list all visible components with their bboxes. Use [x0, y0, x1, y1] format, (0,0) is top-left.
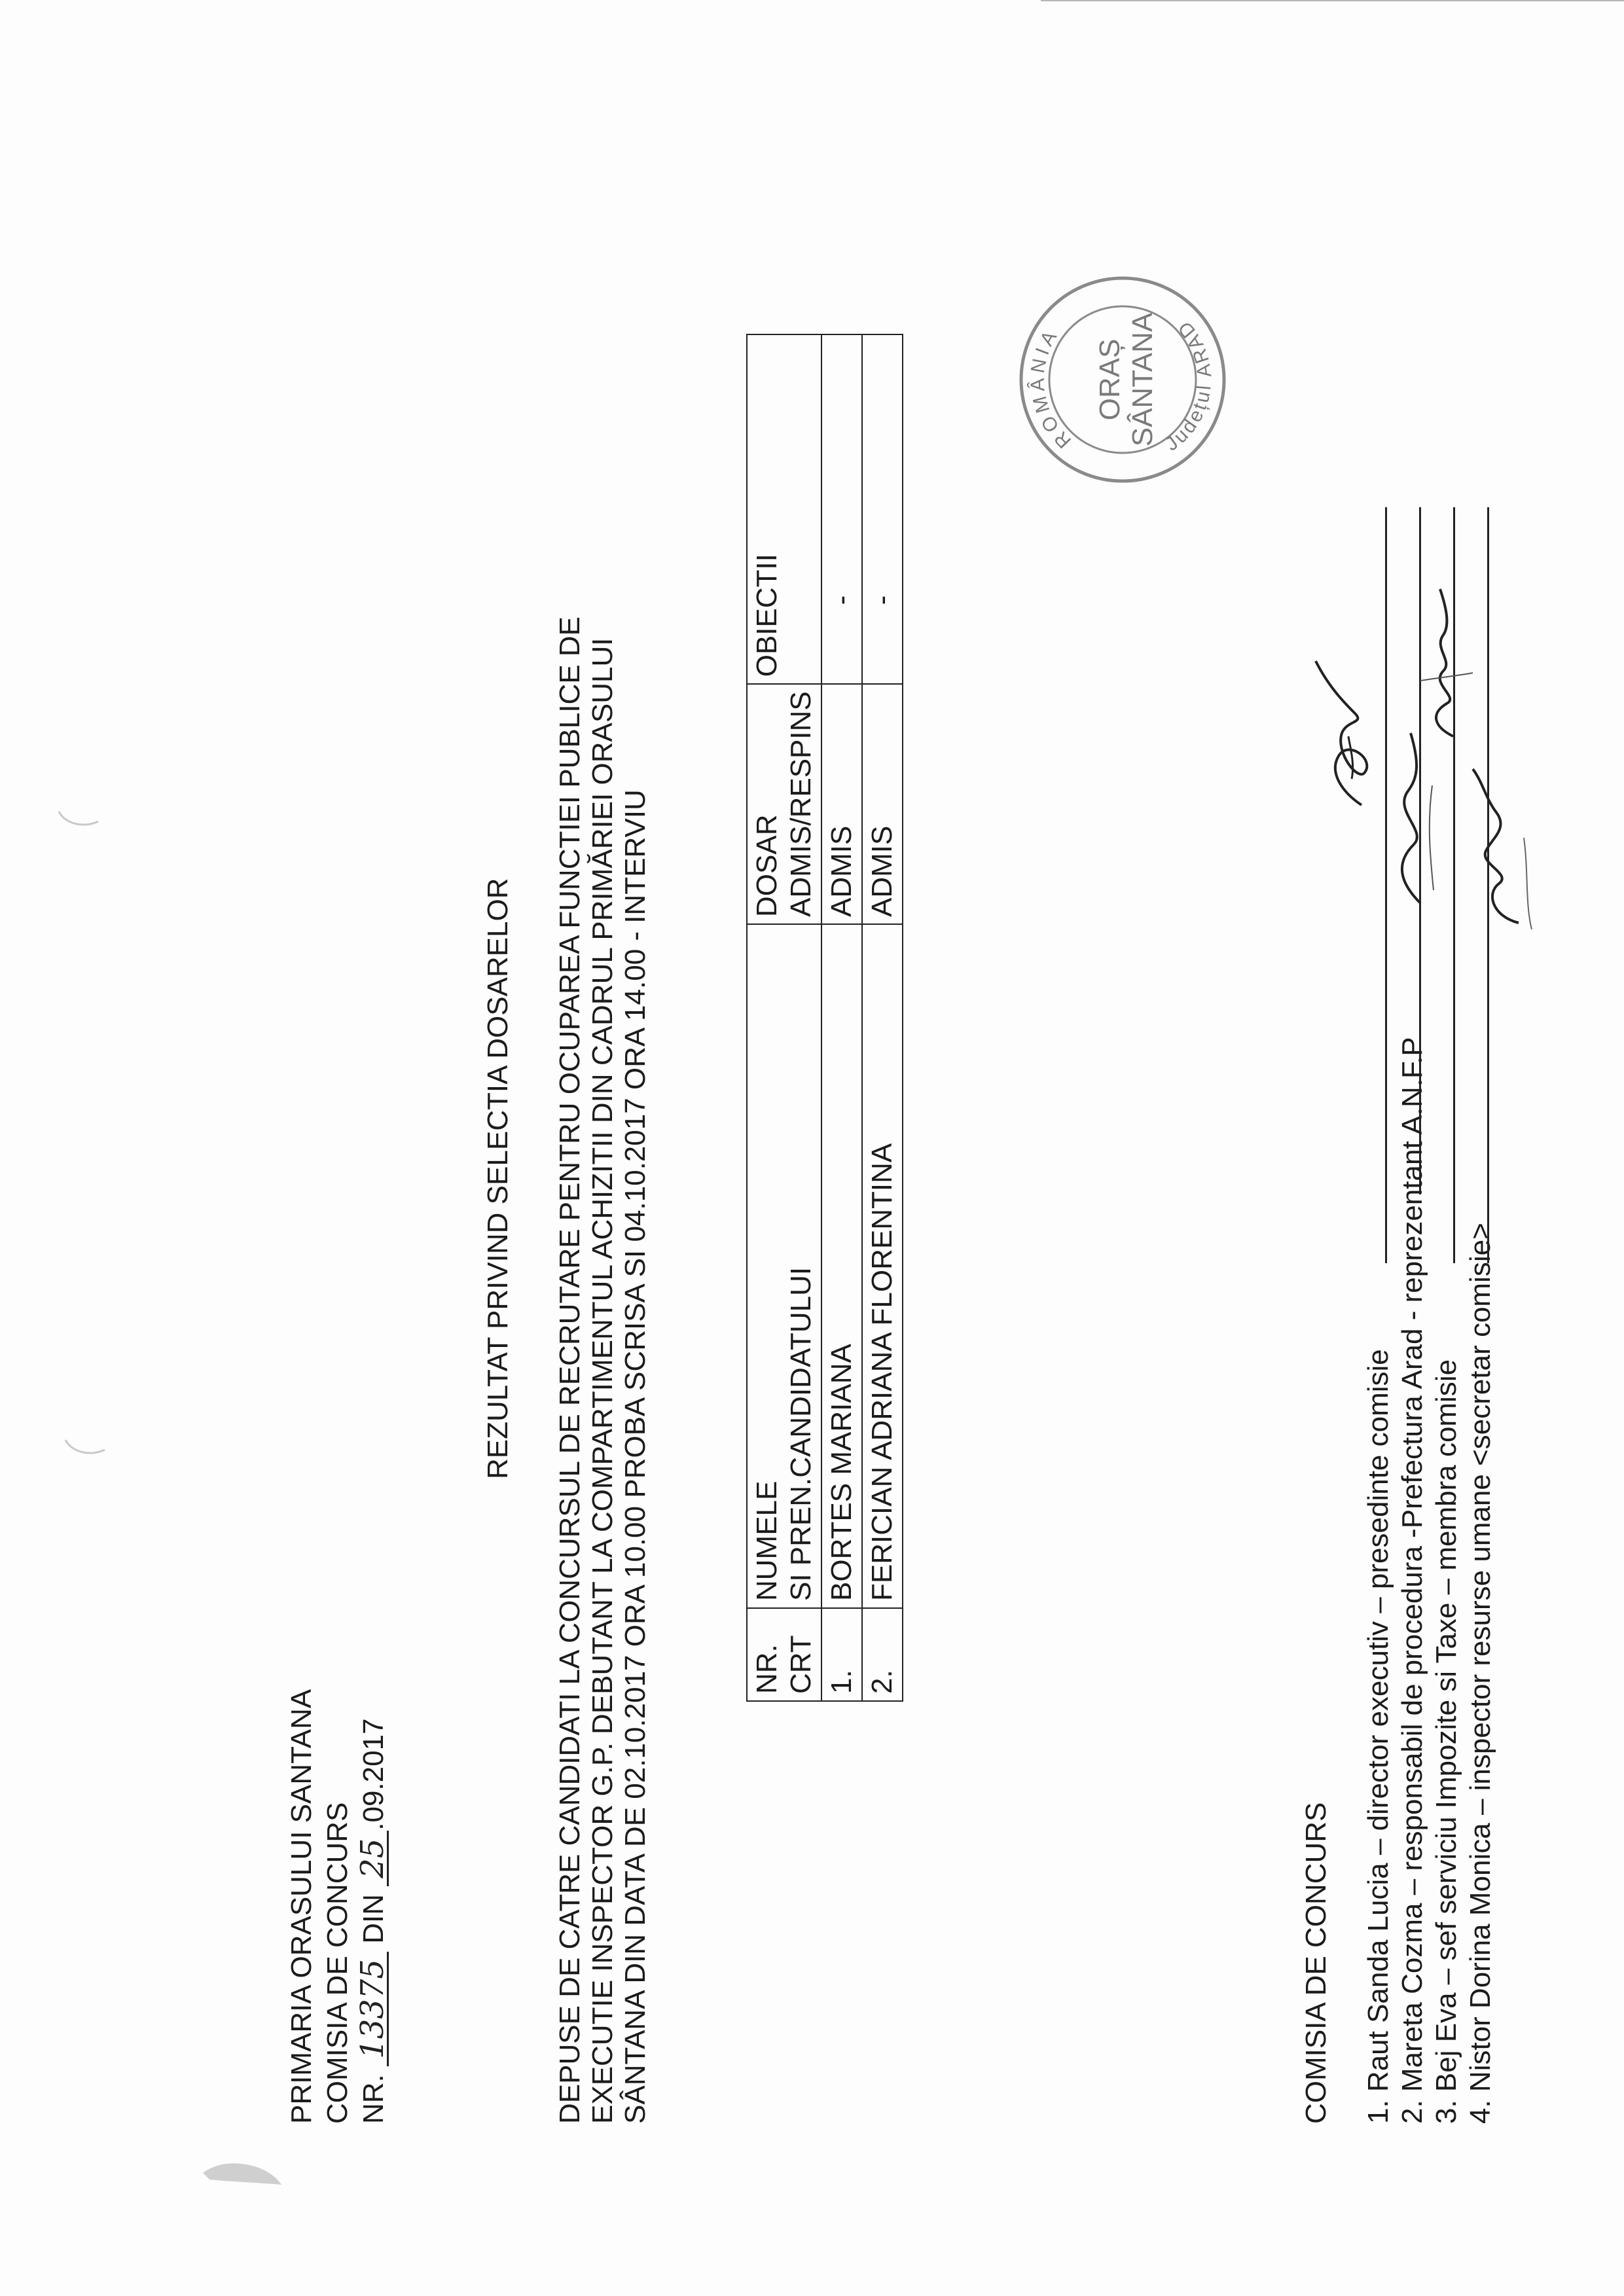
header-institution: PRIMARIA ORASULUI SANTANA: [285, 1689, 317, 2124]
row-name: BORTES MARIANA: [821, 924, 862, 1608]
stamp-top-text: ROMÂNIA: [1026, 324, 1076, 453]
table-row: [821, 334, 862, 1701]
header-name: NUMELE SI PREN.CANDIDATULUI: [747, 924, 821, 1608]
row-dosar: ADMIS: [862, 684, 903, 924]
intro-line-2: EXECUTIE INSPECTOR G.P. DEBUTANT LA COMPARTIMENTUL ACHIZITII DIN CADRUL PRIMĂRIEI ORASULUI: [586, 637, 619, 2124]
scan-mark: [52, 805, 105, 831]
commission-member-3: 3. Bej Eva – sef serviciu Impozite si Taxe – membra comisie: [1430, 1359, 1462, 2124]
row-name: FERICIAN ADRIANA FLORENTINA: [862, 924, 903, 1608]
nr-prefix: NR.: [357, 2074, 389, 2124]
header-commission: COMISIA DE CONCURS: [321, 1802, 353, 2124]
signature-2: [1375, 720, 1453, 916]
header-nr-crt: NR. CRT: [747, 1608, 821, 1701]
signature-4: [1447, 759, 1545, 942]
din-label: DIN: [357, 1893, 389, 1944]
scan-mark: [59, 1433, 111, 1460]
intro-line-1: DEPUSE DE CATRE CANDIDATI LA CONCURSUL DE RECRUTARE PENTRU OCUPAREA FUNCTIEI PUBLICE DE: [554, 616, 586, 2124]
stamp-bottom-text: Județul ARAD: [1161, 315, 1216, 456]
commission-member-2: 2. Mareta Cozma – responsabil de procedura -Prefectura Arad - reprezentant A.N.F.P: [1396, 1037, 1428, 2124]
commission-member-4: 4. Nistor Dorina Monica – inspector resurse umane <secretar comisie>: [1464, 1223, 1496, 2124]
signature-3: [1407, 576, 1479, 746]
row-nr: 1.: [821, 1608, 862, 1701]
header-dosar: DOSAR ADMIS/RESPINS: [747, 684, 821, 924]
date-rest: .09.2017: [357, 1718, 389, 1831]
intro-line-3: SÂNTANA DIN DATA DE 02.10.2017 ORA 10.00 PROBA SCRISA SI 04.10.2017 ORA 14.00 - INTERVIU: [619, 789, 651, 2124]
row-nr: 2.: [862, 1608, 903, 1701]
table-row: [862, 334, 903, 1701]
header-number-line: [354, 1718, 391, 2124]
document-title: REZULTAT PRIVIND SELECTIA DOSARELOR: [482, 878, 514, 1479]
scan-smudge: [196, 2153, 288, 2193]
results-table: [746, 334, 903, 1702]
table-header-row: [747, 334, 821, 1701]
official-stamp: [1015, 272, 1231, 488]
stamp-center-2: SÂNTANA: [1127, 312, 1159, 447]
stamp-center-1: ORAȘ: [1094, 338, 1126, 421]
rotated-document: [223, 196, 1496, 2160]
row-dosar: ADMIS: [821, 684, 862, 924]
scan-edge-line: [1041, 0, 1624, 1]
row-obiectii: -: [862, 334, 903, 684]
row-obiectii: -: [821, 334, 862, 684]
commission-member-1: 1. Raut Sanda Lucia – director executiv – presedinte comisie: [1362, 1349, 1394, 2124]
commission-heading: COMISIA DE CONCURS: [1300, 1802, 1332, 2124]
registration-number: 13375: [358, 1952, 389, 2066]
date-day: 25: [358, 1831, 389, 1886]
header-obiectii: OBIECTII: [747, 334, 821, 684]
